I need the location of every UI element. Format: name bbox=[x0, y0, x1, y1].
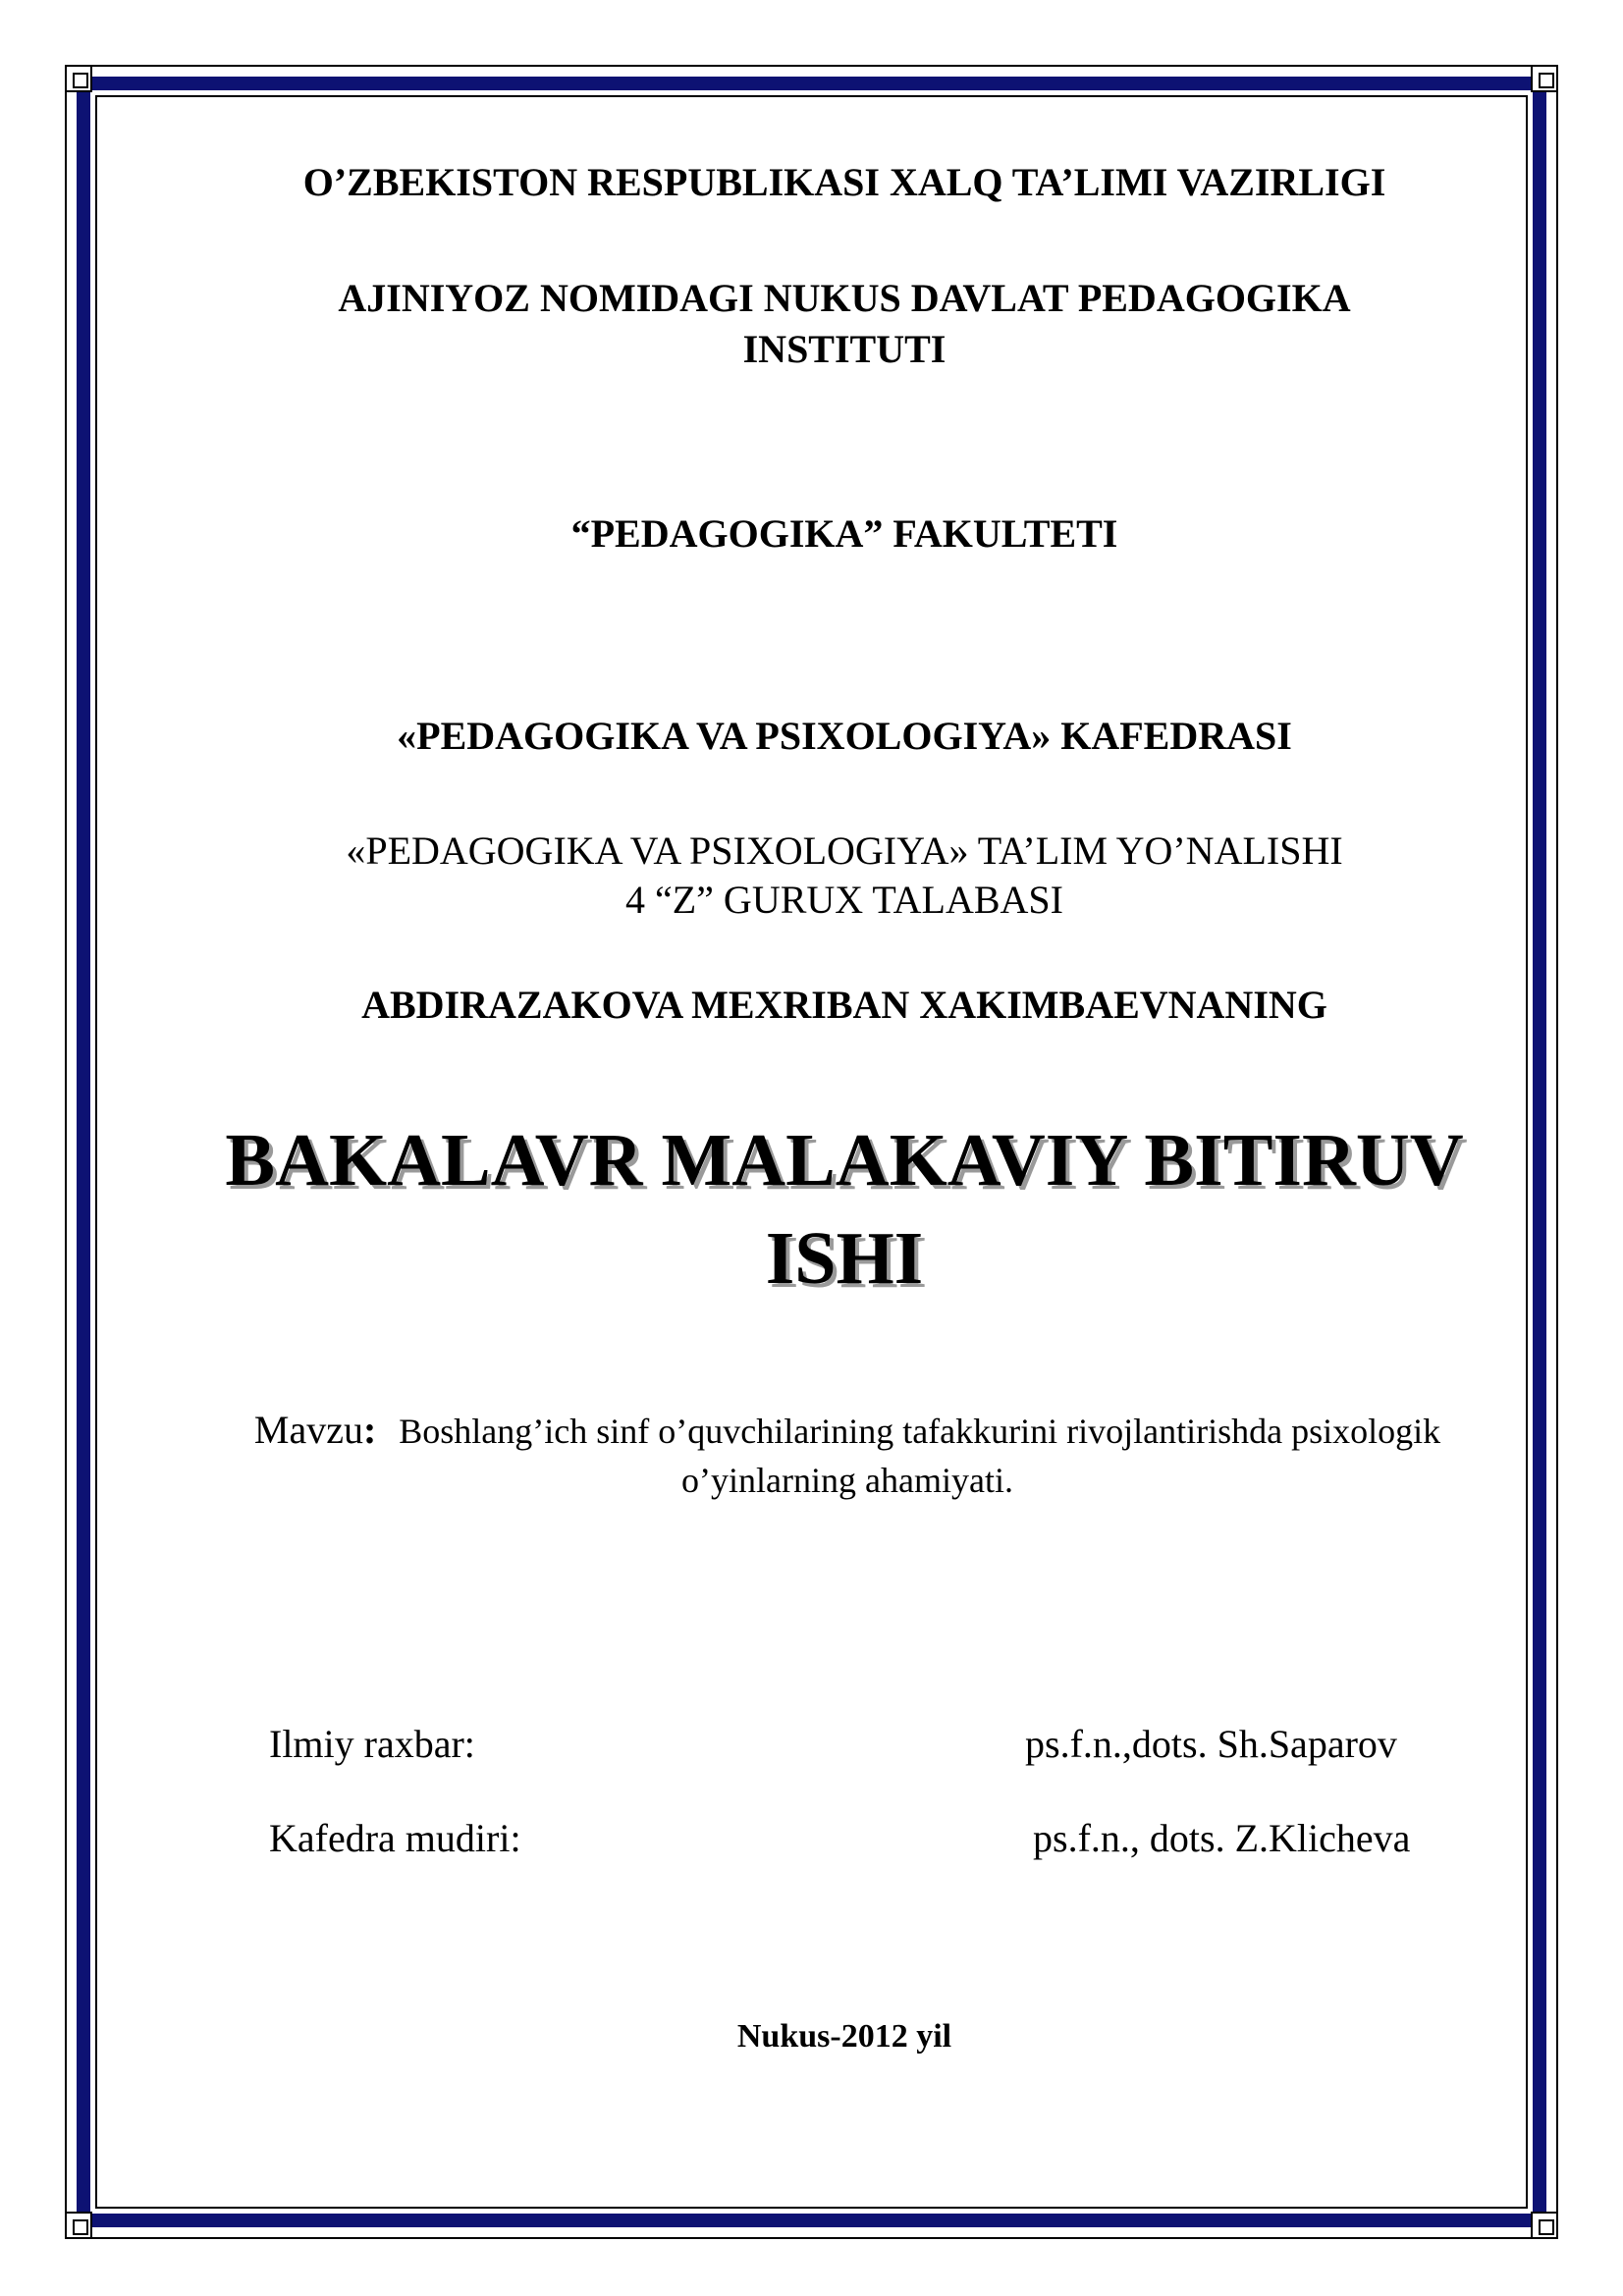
head-label: Kafedra mudiri: bbox=[269, 1816, 521, 1860]
group-line: 4 “Z” GURUX TALABASI bbox=[624, 878, 1063, 922]
topic-label bbox=[254, 1408, 376, 1452]
institute-heading-line1: AJINIYOZ NOMIDAGI NUKUS DAVLAT PEDAGOGIKA bbox=[338, 276, 1351, 320]
corner-ornament-bottom-right bbox=[1531, 2212, 1558, 2239]
advisor-value: ps.f.n.,dots. Sh.Saparov bbox=[1025, 1722, 1397, 1766]
topic-label-colon: : bbox=[362, 1408, 377, 1452]
faculty-heading: “PEDAGOGIKA” FAKULTETI bbox=[570, 511, 1118, 556]
thesis-title-line2: ISHI bbox=[765, 1217, 924, 1300]
corner-ornament-top-left bbox=[65, 65, 92, 92]
direction-line: «PEDAGOGIKA VA PSIXOLOGIYA» TA’LIM YO’NALISHI bbox=[346, 828, 1343, 873]
department-heading: «PEDAGOGIKA VA PSIXOLOGIYA» KAFEDRASI bbox=[397, 714, 1292, 758]
thesis-title-line1: BAKALAVR MALAKAVIY BITIRUV bbox=[225, 1119, 1464, 1201]
topic-label-text: Mavzu bbox=[253, 1408, 363, 1452]
corner-ornament-bottom-left bbox=[65, 2212, 92, 2239]
place-year: Nukus-2012 yil bbox=[736, 2018, 952, 2055]
head-value: ps.f.n., dots. Z.Klicheva bbox=[1033, 1816, 1411, 1860]
student-name: ABDIRAZAKOVA MEXRIBAN XAKIMBAEVNANING bbox=[361, 983, 1327, 1027]
ministry-heading: O’ZBEKISTON RESPUBLIKASI XALQ TA’LIMI VAZIRLIGI bbox=[302, 160, 1386, 204]
corner-ornament-top-right bbox=[1531, 65, 1558, 92]
institute-heading-line2: INSTITUTI bbox=[742, 327, 947, 371]
topic-text: Boshlang’ich sinf o’quvchilarining tafakkurini rivojlantirishda psixologik o’yinlarning ahamiyati. bbox=[399, 1412, 1441, 1500]
advisor-label: Ilmiy raxbar: bbox=[269, 1722, 475, 1766]
topic-block bbox=[194, 1406, 1500, 1505]
